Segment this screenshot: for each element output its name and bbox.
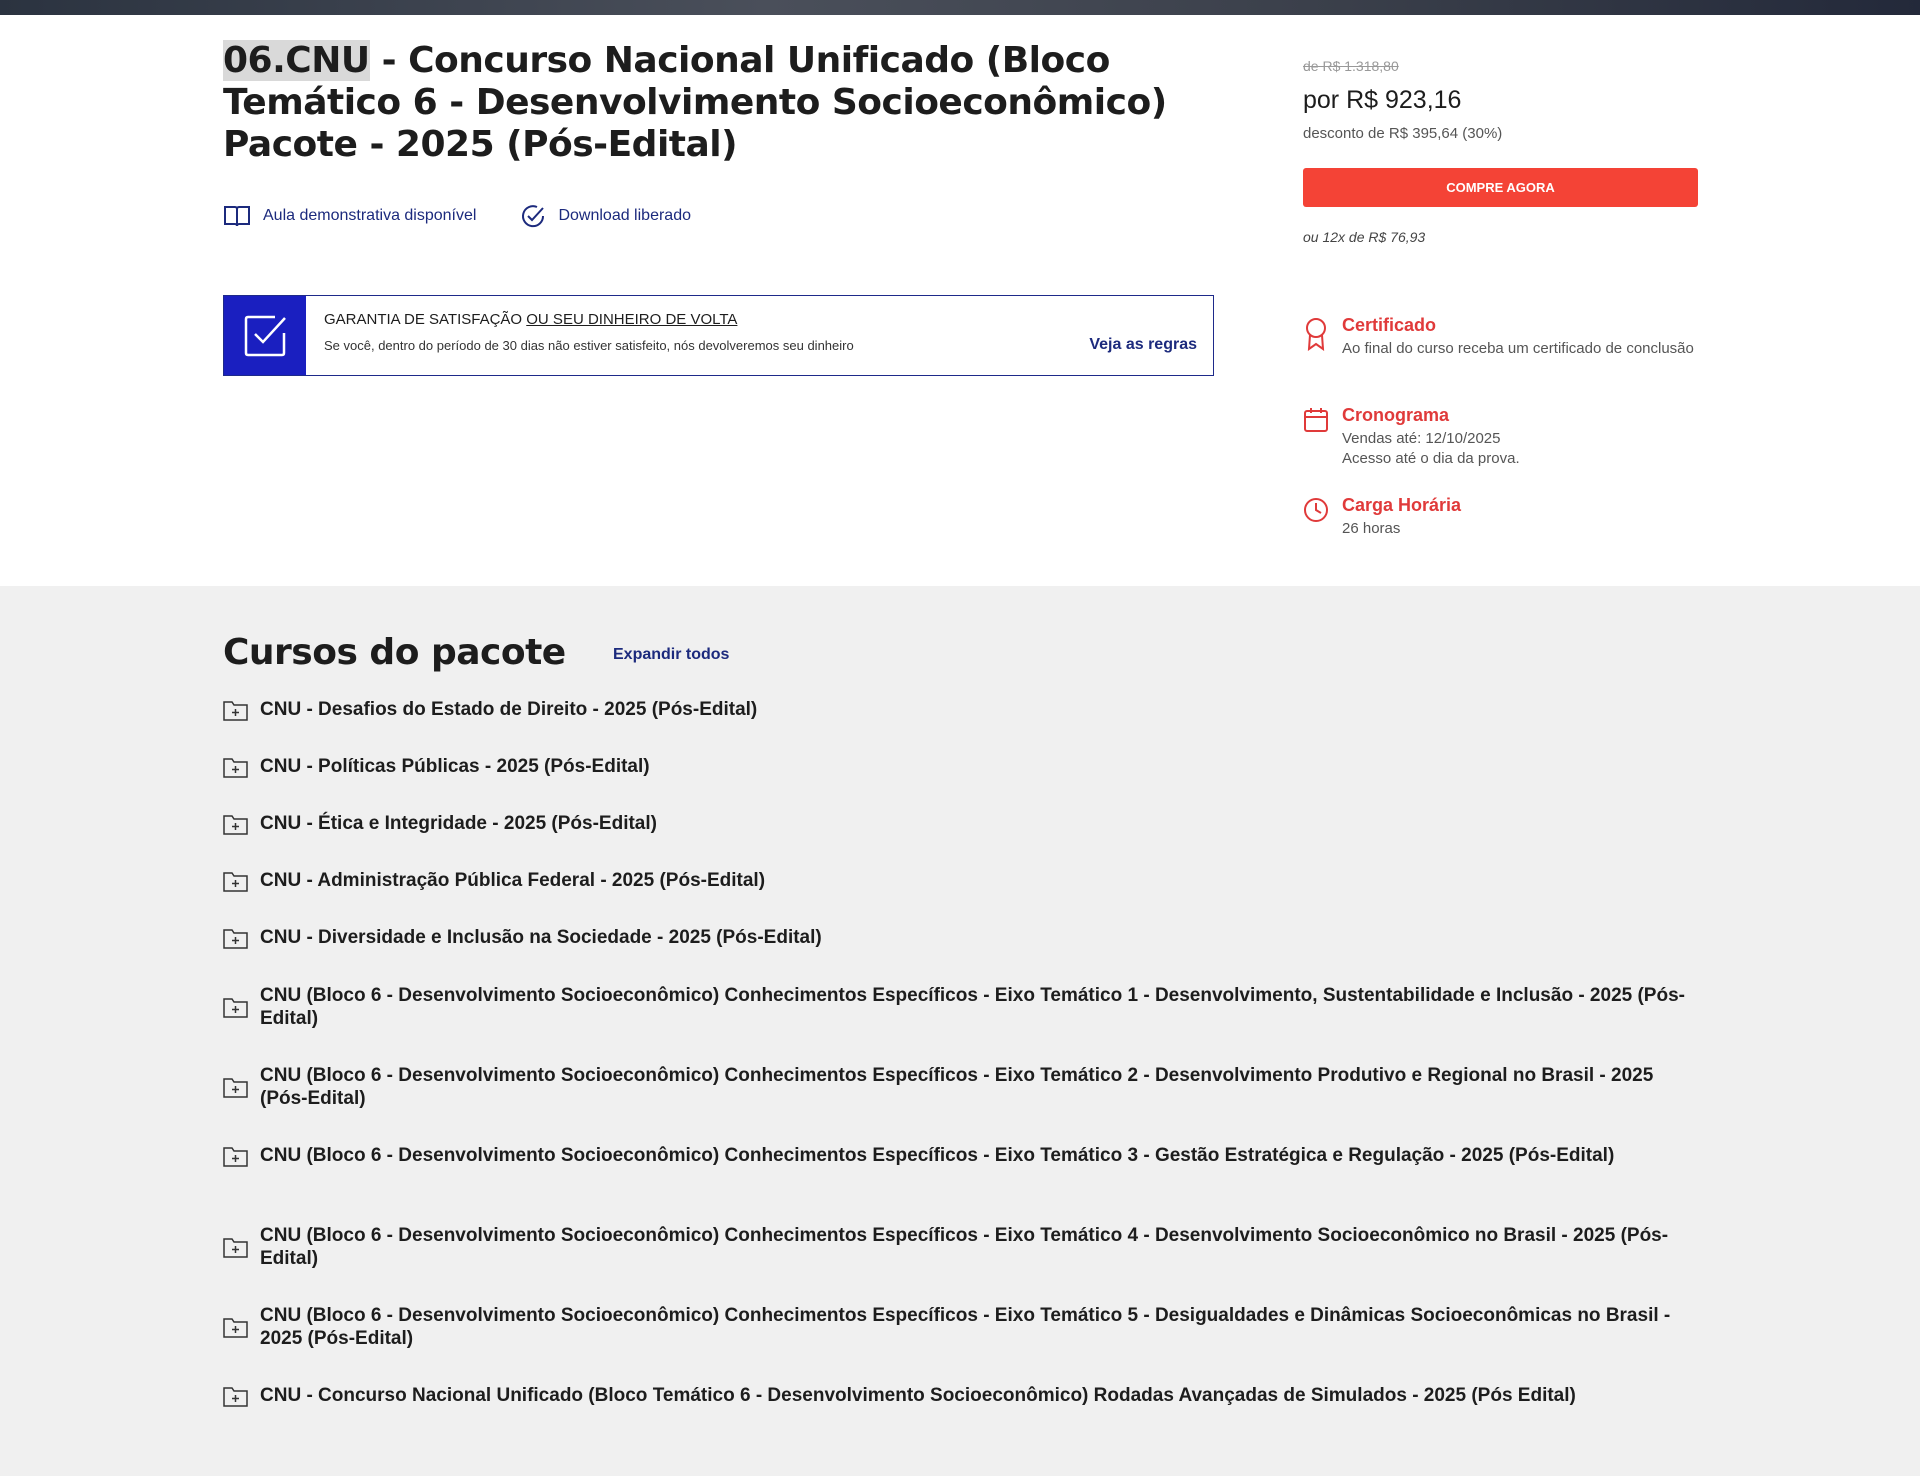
info-certificate-title: Certificado xyxy=(1342,315,1437,335)
course-item[interactable]: CNU (Bloco 6 - Desenvolvimento Socioeconômico) Conhecimentos Específicos - Eixo Temático 1 - Desenvolvimento, Sustentabilidade e Inclusão - 2025 (Pós-Edital) xyxy=(223,984,1703,1030)
info-schedule-sales: Vendas até: 12/10/2025 xyxy=(1342,430,1501,447)
folder-plus-icon xyxy=(223,1236,248,1258)
folder-plus-icon xyxy=(223,756,248,778)
expand-all-link[interactable]: Expandir todos xyxy=(613,646,730,663)
folder-plus-icon xyxy=(223,1316,248,1338)
feature-list xyxy=(223,201,735,231)
course-item[interactable]: CNU - Desafios do Estado de Direito - 2025 (Pós-Edital) xyxy=(223,698,1703,721)
info-workload xyxy=(1303,495,1698,539)
pricing-box xyxy=(1303,58,1698,245)
course-item[interactable]: CNU (Bloco 6 - Desenvolvimento Socioeconômico) Conhecimentos Específicos - Eixo Temático 2 - Desenvolvimento Produtivo e Regional no Brasil - 2025 (Pós-Edital) xyxy=(223,1064,1703,1110)
award-icon xyxy=(1303,317,1329,351)
folder-plus-icon xyxy=(223,927,248,949)
satisfaction-guarantee xyxy=(223,295,1214,376)
courses-heading: Cursos do pacote xyxy=(223,632,566,673)
guarantee-title-underlined: OU SEU DINHEIRO DE VOLTA xyxy=(526,311,738,328)
check-circle-icon xyxy=(520,203,546,229)
folder-plus-icon xyxy=(223,1076,248,1098)
info-workload-text: 26 horas xyxy=(1342,520,1401,537)
feature-demo-class[interactable]: Aula demonstrativa disponível xyxy=(223,204,476,228)
course-item[interactable]: CNU (Bloco 6 - Desenvolvimento Socioeconômico) Conhecimentos Específicos - Eixo Temático 4 - Desenvolvimento Socioeconômico no Brasil - 2025 (Pós-Edital) xyxy=(223,1224,1703,1270)
course-item[interactable]: CNU - Diversidade e Inclusão na Sociedade - 2025 (Pós-Edital) xyxy=(223,926,1703,949)
info-schedule-title: Cronograma xyxy=(1342,405,1450,425)
guarantee-icon-box xyxy=(224,296,306,375)
folder-plus-icon xyxy=(223,699,248,721)
package-courses xyxy=(0,586,1920,1476)
clock-icon xyxy=(1303,497,1329,523)
folder-plus-icon xyxy=(223,1145,248,1167)
hero-image-strip xyxy=(0,0,1920,15)
buy-now-button[interactable]: COMPRE AGORA xyxy=(1303,168,1698,207)
course-item[interactable]: CNU - Políticas Públicas - 2025 (Pós-Edital) xyxy=(223,755,1703,778)
book-open-icon xyxy=(223,204,251,228)
info-certificate-text: Ao final do curso receba um certificado de conclusão xyxy=(1342,340,1694,357)
course-item[interactable]: CNU - Administração Pública Federal - 2025 (Pós-Edital) xyxy=(223,869,1703,892)
guarantee-description: Se você, dentro do período de 30 dias não estiver satisfeito, nós devolveremos seu dinheiro xyxy=(324,338,854,353)
course-item[interactable]: CNU - Concurso Nacional Unificado (Bloco Temático 6 - Desenvolvimento Socioeconômico) Rodadas Avançadas de Simulados - 2025 (Pós Edital) xyxy=(223,1384,1703,1407)
title-rest: - Concurso Nacional Unificado (Bloco Temático 6 - Desenvolvimento Socioeconômico) Pacote - 2025 (Pós-Edital) xyxy=(223,40,1167,165)
course-item[interactable]: CNU (Bloco 6 - Desenvolvimento Socioeconômico) Conhecimentos Específicos - Eixo Temático 5 - Desigualdades e Dinâmicas Socioeconômicas no Brasil - 2025 (Pós-Edital) xyxy=(223,1304,1703,1350)
info-workload-title: Carga Horária xyxy=(1342,495,1462,515)
folder-plus-icon xyxy=(223,813,248,835)
guarantee-title: GARANTIA DE SATISFAÇÃO OU SEU DINHEIRO DE VOLTA xyxy=(324,311,738,328)
discount-text: desconto de R$ 395,64 (30%) xyxy=(1303,125,1503,142)
checkbox-icon xyxy=(242,313,288,359)
feature-download[interactable]: Download liberado xyxy=(520,203,691,229)
page-title xyxy=(223,40,1183,166)
old-price: de R$ 1.318,80 xyxy=(1303,58,1399,74)
course-item[interactable]: CNU (Bloco 6 - Desenvolvimento Socioeconômico) Conhecimentos Específicos - Eixo Temático 3 - Gestão Estratégica e Regulação - 2025 (Pós-Edital) xyxy=(223,1144,1703,1167)
course-item[interactable]: CNU - Ética e Integridade - 2025 (Pós-Edital) xyxy=(223,812,1703,835)
folder-plus-icon xyxy=(223,870,248,892)
info-schedule-access: Acesso até o dia da prova. xyxy=(1342,450,1520,467)
calendar-icon xyxy=(1303,407,1329,433)
current-price: por R$ 923,16 xyxy=(1303,86,1462,114)
folder-plus-icon xyxy=(223,1385,248,1407)
title-highlight: 06.CNU xyxy=(223,40,370,81)
guarantee-rules-link[interactable]: Veja as regras xyxy=(1089,336,1197,353)
info-schedule xyxy=(1303,405,1698,469)
info-certificate xyxy=(1303,315,1698,359)
installments-text: ou 12x de R$ 76,93 xyxy=(1303,229,1426,245)
folder-plus-icon xyxy=(223,996,248,1018)
